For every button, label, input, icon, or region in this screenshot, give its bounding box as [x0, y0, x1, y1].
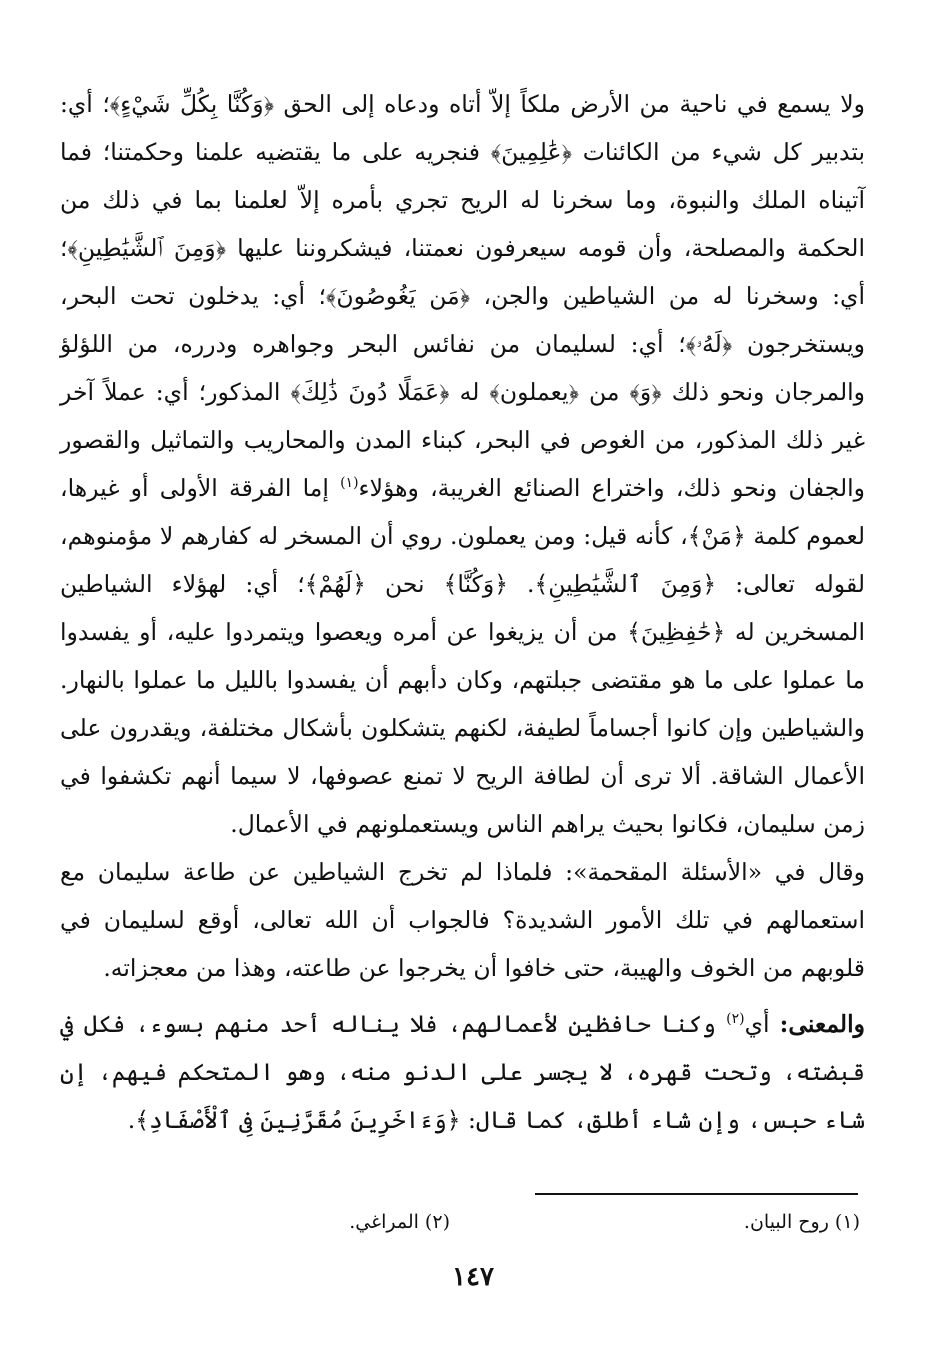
- footnote-ref-2[interactable]: (٢): [726, 1011, 745, 1028]
- body-paragraph-1-continued: إما الفرقة الأولى أو غيرها، لعموم كلمة ﴿مَنْ﴾، كأنه قيل: ومن يعملون. روي أن المسخر له كفارهم لا مؤمنوهم، لقوله تعالى: ﴿وَمِنَ ٱلشَّيَٰطِينِ﴾. ﴿وَكُنَّا﴾ نحن ﴿لَهُمْ﴾؛ أي: لهؤلاء الشياطين المسخرين له ﴿حَٰفِظِينَ﴾ من أن يزيغوا عن أمره ويعصوا ويتمردوا عليه، أو يفسدوا ما عملوا على ما هو مقتضى جبلتهم، وكان دأبهم أن يفسدوا بالليل ما عملوا بالنهار. والشياطين وإن كانوا أجساماً لطيفة، لكنهم يتشكلون بأشكال مختلفة، ويقدرون على الأعمال الشاقة. ألا ترى أن لطافة الريح لا تمنع عصوفها، لا سيما أنهم تكشفوا في زمن سليمان، فكانوا بحيث يراهم الناس ويستعملونهم في الأعمال.: [60, 474, 865, 838]
- body-paragraph-1: [60, 80, 865, 848]
- page-body: [60, 80, 865, 1144]
- footnotes: [60, 1205, 860, 1245]
- meaning-label: والمعنى:: [779, 1010, 865, 1038]
- footnote-1: (١) روح البيان.: [743, 1211, 860, 1233]
- meaning-paragraph: [60, 1000, 865, 1144]
- page-number: ١٤٧: [452, 1262, 494, 1292]
- body-paragraph-1-text: ولا يسمع في ناحية من الأرض ملكاً إلاّ أتاه ودعاه إلى الحق ﴿وَكُنَّا بِكُلِّ شَيْءٍ﴾؛ أي: بتدبير كل شيء من الكائنات ﴿عَٰلِمِينَ﴾ فنجريه على ما يقتضيه علمنا وحكمتنا؛ فما آتيناه الملك والنبوة، وما سخرنا له الريح تجري بأمره إلاّ لعلمنا بما في ذلك من الحكمة والمصلحة، وأن قومه سيعرفون نعمتنا، فيشكروننا عليها ﴿وَمِنَ ٱلشَّيَٰطِينِ﴾؛ أي: وسخرنا له من الشياطين والجن، ﴿مَن يَغُوصُونَ﴾؛ أي: يدخلون تحت البحر، ويستخرجون ﴿لَهُۥ﴾؛ أي: لسليمان من نفائس البحر وجواهره ودرره، من اللؤلؤ والمرجان ونحو ذلك ﴿وَ﴾ من ﴿يعملون﴾ له ﴿عَمَلًا دُونَ ذَٰلِكَ﴾ المذكور؛ أي: عملاً آخر غير ذلك المذكور، من الغوص في البحر، كبناء المدن والمحاريب والتماثيل والقصور والجفان ونحو ذلك، واختراع الصنائع الغريبة، وهؤلاء: [60, 90, 865, 502]
- footnote-ref-1[interactable]: (١): [340, 475, 359, 492]
- footnote-separator: [535, 1193, 858, 1195]
- meaning-text: وكنا حافظين لأعمالهم، فلا يناله أحد منهم بسوء، فكل في قبضته، وتحت قهره، لا يجسر على الدنو منه، وهو المتحكم فيهم، إن شاء حبس، وإن شاء أطلق، كما قال: ﴿وَءَاخَرِينَ مُقَرَّنِينَ فِى ٱلْأَصْفَادِ﴾.: [60, 1010, 865, 1134]
- meaning-prefix: أي: [744, 1010, 780, 1038]
- footnote-2: (٢) المراغي.: [349, 1211, 450, 1233]
- body-paragraph-2: وقال في «الأسئلة المقحمة»: فلماذا لم تخرج الشياطين عن طاعة سليمان مع استعمالهم في تلك الأمور الشديدة؟ فالجواب أن الله تعالى، أوقع لسليمان في قلوبهم من الخوف والهيبة، حتى خافوا أن يخرجوا عن طاعته، وهذا من معجزاته.: [60, 858, 865, 982]
